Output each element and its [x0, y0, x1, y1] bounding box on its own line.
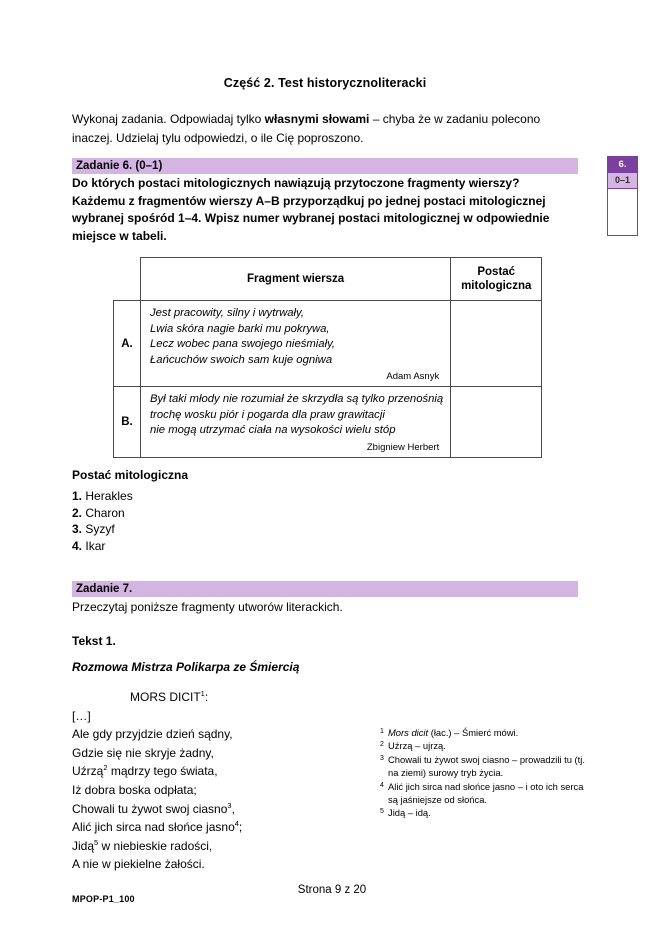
- footnote-ref-4: 4: [234, 819, 239, 829]
- list-item: [72, 538, 133, 555]
- poem-body: [72, 688, 362, 874]
- list-item: [72, 488, 133, 505]
- option-3-number: 3.: [72, 522, 83, 536]
- option-2-number: 2.: [72, 505, 83, 520]
- footnote-3: [380, 753, 590, 780]
- fragment-a-line-4: Łańcuchów swoich sam kuje ogniwa: [150, 353, 333, 366]
- footnote-5-marker: 5: [380, 808, 384, 816]
- poem-speaker-line: [72, 688, 362, 707]
- column-header-answer-line-1: Postać: [477, 266, 516, 278]
- list-item: [72, 505, 133, 522]
- task-6-score-box: [607, 156, 638, 236]
- poem-line-7-tail: w niebieskie radości,: [98, 838, 213, 853]
- fragment-cell-a: [141, 301, 451, 387]
- task-7-banner: Zadanie 7.: [72, 581, 578, 597]
- footnote-1-italic: Mors dicit: [388, 727, 429, 738]
- table-corner-cell: [114, 258, 141, 301]
- table-row: [114, 387, 542, 458]
- column-header-fragment: Fragment wiersza: [141, 258, 451, 301]
- document-code: MPOP-P1_100: [72, 894, 135, 904]
- fragment-a-author: Adam Asnyk: [386, 371, 440, 382]
- option-1-label: Herakles: [85, 489, 133, 503]
- footnote-4-marker: 4: [380, 781, 384, 789]
- footnote-ref-5: 5: [94, 837, 99, 847]
- intro-emphasis: własnymi słowami: [264, 112, 370, 126]
- fragment-b-line-2: trochę wosku piór i pogarda dla praw grawitacji: [150, 408, 385, 421]
- footnotes-block: [380, 726, 590, 820]
- task-6-instruction: [72, 175, 578, 245]
- row-letter-b: B.: [114, 387, 141, 458]
- footnote-ref-1: 1: [200, 689, 205, 698]
- poem-line-6: Alić jich sirca nad słońce jasno: [72, 820, 235, 835]
- poem-line-5-tail: ,: [231, 801, 235, 816]
- score-box-marker-field[interactable]: [608, 188, 637, 235]
- intro-text-b: – chyba że w zadaniu polecono: [369, 112, 541, 126]
- footnote-2-marker: 2: [380, 741, 384, 749]
- task-6-answer-table: [113, 257, 542, 458]
- score-box-point-range: 0–1: [608, 172, 637, 188]
- list-item: [72, 521, 133, 538]
- page-title: Część 2. Test historycznoliteracki: [223, 76, 427, 90]
- poem-line-1: Ale gdy przyjdzie dzień sądny,: [72, 727, 233, 742]
- option-4-label: Ikar: [85, 538, 106, 553]
- table-header-row: [114, 258, 542, 301]
- footnote-5-text: Jidą – idą.: [388, 807, 431, 819]
- fragment-a-line-3: Lecz wobec pana swojego nieśmiały,: [150, 338, 336, 350]
- options-list: [72, 488, 133, 554]
- poem-speaker-colon: :: [204, 690, 209, 704]
- poem-line-7: Jidą: [72, 838, 95, 853]
- answer-cell-a[interactable]: [451, 301, 542, 387]
- footnote-1-text: (łac.) – Śmierć mówi.: [428, 727, 519, 738]
- option-1-number: 1.: [72, 489, 83, 503]
- footnote-1-marker: 1: [380, 728, 384, 735]
- column-header-answer: [451, 258, 542, 301]
- answer-cell-b[interactable]: [451, 387, 542, 458]
- intro-text-c: inaczej. Udzielaj tylu odpowiedzi, o ile Cię poproszono.: [72, 131, 364, 145]
- poem-line-3: Uźrzą: [72, 764, 104, 779]
- score-box-task-number: 6.: [608, 157, 637, 172]
- fragment-b-line-3: nie mogą utrzymać ciała na wysokości wielu stóp: [150, 424, 396, 436]
- poem-line-5: Chowali tu żywot swoj ciasno: [72, 801, 228, 816]
- fragment-b-author: Zbigniew Herbert: [366, 441, 440, 453]
- footnote-3-marker: 3: [380, 754, 384, 762]
- intro-paragraph: [72, 110, 580, 148]
- poem-line-2: Gdzie się nie skryje żadny,: [72, 745, 214, 760]
- footnote-1: [380, 726, 590, 739]
- footnote-2: [380, 739, 590, 752]
- row-letter-a: A.: [114, 301, 141, 387]
- option-3-label: Syzyf: [85, 522, 115, 536]
- table-row: [114, 301, 542, 387]
- footnote-3-text: Chowali tu żywot swoj ciasno – prowadzili tu (tj. na ziemi) surowy tryb życia.: [388, 753, 585, 779]
- poem-speaker: MORS DICIT: [130, 690, 201, 704]
- footnote-ref-3: 3: [227, 800, 232, 810]
- footnote-5: [380, 806, 590, 819]
- text-1-label: Tekst 1.: [72, 634, 116, 648]
- column-header-answer-line-2: mitologiczna: [461, 280, 532, 292]
- option-2-label: Charon: [85, 505, 125, 520]
- poem-line-3-tail: mądrzy tego świata,: [107, 764, 218, 779]
- fragment-cell-b: [141, 387, 451, 458]
- fragment-b-line-1: Był taki młody nie rozumiał że skrzydła są tylko przenośnią: [150, 393, 444, 405]
- footnote-4-text: Alić jich sirca nad słońce jasno – i oto ich serca są jaśniejsze od słońca.: [388, 780, 584, 806]
- task-6-instruction-line-3: wybranej spośród 1–4. Wpisz numer wybranej postaci mitologicznej w odpowiednie: [72, 211, 550, 225]
- task-6-banner: Zadanie 6. (0–1): [72, 158, 578, 174]
- task-6-instruction-line-1: Do których postaci mitologicznych nawiązują przytoczone fragmenty wierszy?: [72, 176, 520, 190]
- text-1-title: Rozmowa Mistrza Polikarpa ze Śmiercią: [72, 660, 300, 674]
- poem-line-6-tail: ;: [238, 820, 243, 835]
- poem-line-4: Iż dobra boska odpłata;: [72, 782, 197, 797]
- footnote-4: [380, 780, 590, 807]
- footnote-2-text: Uźrzą – ujrzą.: [388, 740, 446, 752]
- task-6-instruction-line-2: Każdemu z fragmentów wierszy A–B przyporządkuj po jednej postaci mitologicznej: [72, 193, 546, 208]
- option-4-number: 4.: [72, 538, 83, 553]
- footnote-ref-2: 2: [103, 763, 108, 773]
- poem-line-8: A nie w piekielne żałości.: [72, 857, 205, 872]
- fragment-a-line-2: Lwia skóra nagie barki mu pokrywa,: [150, 322, 330, 335]
- intro-text-a: Wykonaj zadania. Odpowiadaj tylko: [72, 112, 265, 126]
- page-number: Strona 9 z 20: [297, 884, 367, 896]
- poem-ellipsis: […]: [72, 708, 91, 723]
- task-6-instruction-line-4: miejsce w tabeli.: [72, 228, 167, 243]
- options-heading: Postać mitologiczna: [72, 468, 189, 482]
- fragment-a-line-1: Jest pracowity, silny i wytrwały,: [150, 307, 305, 319]
- task-7-instruction: Przeczytaj poniższe fragmenty utworów literackich.: [72, 600, 343, 614]
